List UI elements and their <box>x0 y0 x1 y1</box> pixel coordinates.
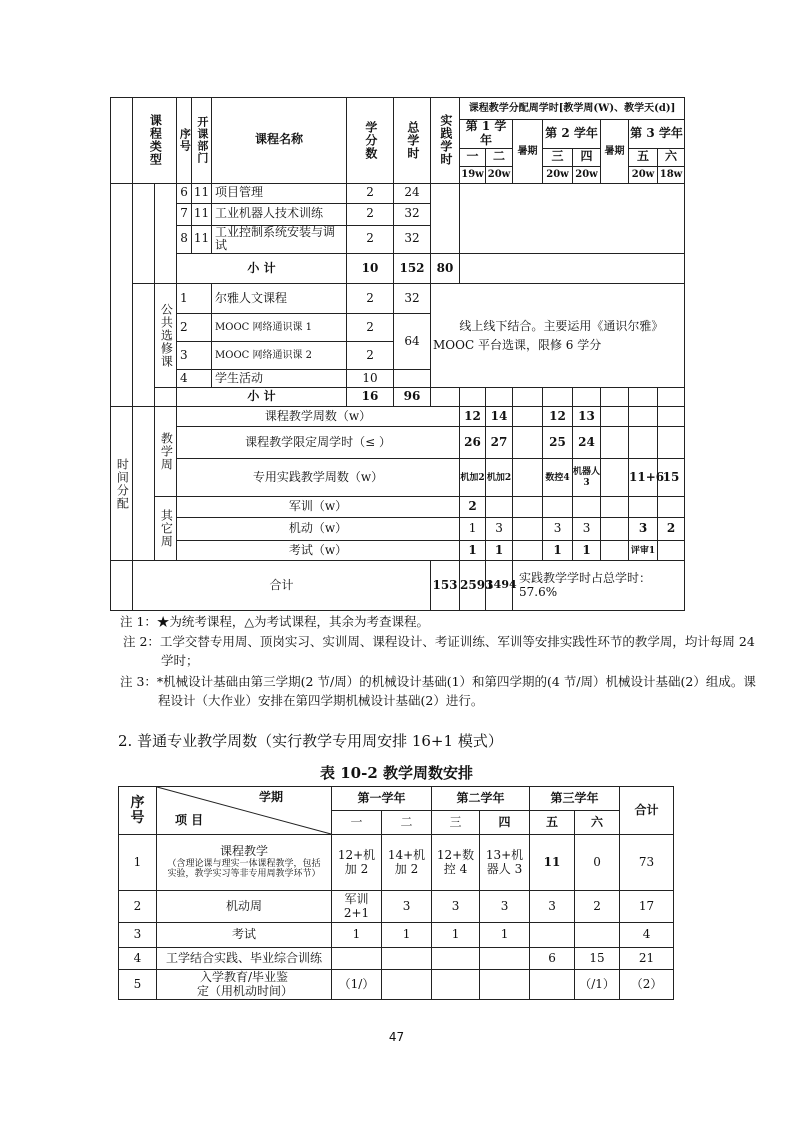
row-dept: 11 <box>192 203 212 225</box>
t2-cell: 3 <box>530 891 575 923</box>
course-plan-table <box>110 97 685 611</box>
cell <box>486 497 513 518</box>
t2-cell <box>480 948 530 970</box>
blank-left-col <box>111 183 133 407</box>
cell <box>513 497 543 518</box>
t2-item: 入学教育/毕业鉴定（用机动时间） <box>157 970 332 1000</box>
cell: 评审1 <box>629 541 658 561</box>
cell: 24 <box>573 427 601 459</box>
t2-total: 4 <box>620 923 674 948</box>
other-weeks-label <box>155 497 177 561</box>
t2-cell: 1 <box>432 923 480 948</box>
t2-seq: 5 <box>119 970 157 1000</box>
cell: 机器人3 <box>573 459 601 497</box>
t2-header-item-term <box>157 787 332 835</box>
t2-term-4: 四 <box>480 811 530 835</box>
t2-cell: 2 <box>575 891 620 923</box>
t2-item-subtitle: （含理论课与理实一体课程教学，包括实验，教学实习等非专用周教学环节） <box>167 859 321 880</box>
subtotal-credits: 10 <box>347 254 394 284</box>
row-label: 课程教学限定周学时（≤ ） <box>177 427 460 459</box>
cell <box>543 497 573 518</box>
cell: 13 <box>573 407 601 427</box>
row-course-name: MOOC 网络通识课 2 <box>212 342 347 370</box>
cell <box>513 407 543 427</box>
cell <box>601 518 629 541</box>
cell <box>658 427 685 459</box>
t2-cell <box>432 970 480 1000</box>
weeks-1: 19w <box>460 166 486 183</box>
blank-type-col <box>133 183 155 284</box>
subtotal-row <box>111 254 685 284</box>
t2-cell <box>382 970 432 1000</box>
cell: 1 <box>486 541 513 561</box>
cell <box>629 427 658 459</box>
t2-cell: 14+机加 2 <box>382 835 432 891</box>
public-elective-text: 公共选修课 <box>159 303 174 369</box>
t2-header-seq <box>119 787 157 835</box>
cell: 1 <box>543 541 573 561</box>
cell: 27 <box>486 427 513 459</box>
cell <box>658 541 685 561</box>
other-weeks-text: 其它周 <box>159 509 174 549</box>
note-3: 注 3：*机械设计基础由第三学期(2 节/周）的机械设计基础(1）和第四学期的(4 节/周）机械设计基础(2）组成。课程设计（大作业）安排在第四学期机械设计基础(2）进行。 <box>120 674 756 709</box>
teaching-week-row <box>111 459 685 497</box>
cell: 1 <box>573 541 601 561</box>
mooc-hours: 64 <box>394 314 431 370</box>
blank <box>513 388 543 407</box>
row-credits: 2 <box>347 314 394 342</box>
t2-header-year3: 第三学年 <box>530 787 620 811</box>
cell: 14 <box>486 407 513 427</box>
cell <box>658 497 685 518</box>
blank <box>431 388 460 407</box>
weeks-2: 20w <box>486 166 513 183</box>
cell: 15 <box>658 459 685 497</box>
total-label: 合计 <box>133 561 431 611</box>
subtotal-hours: 96 <box>394 388 431 407</box>
cell: 3 <box>543 518 573 541</box>
t2-seq: 3 <box>119 923 157 948</box>
header-credits <box>347 98 394 184</box>
t2-cell: （1/） <box>332 970 382 1000</box>
table-row <box>119 923 674 948</box>
row-course-name: 工业机器人技术训练 <box>212 203 347 225</box>
t2-total: （2） <box>620 970 674 1000</box>
elective-note <box>431 284 685 388</box>
blank <box>111 561 133 611</box>
cell <box>513 541 543 561</box>
row-seq: 3 <box>177 342 212 370</box>
table-row <box>119 891 674 923</box>
header-practice-hours <box>431 98 460 184</box>
t2-cell: 3 <box>382 891 432 923</box>
time-alloc-text: 时间分配 <box>115 457 130 510</box>
blank-type-col <box>133 407 155 561</box>
term-2: 二 <box>486 148 513 166</box>
row-credits: 2 <box>347 284 394 314</box>
row-dept: 11 <box>192 183 212 203</box>
t2-term-1: 一 <box>332 811 382 835</box>
row-credits: 2 <box>347 183 394 203</box>
table-row <box>111 183 685 203</box>
weeks-5: 20w <box>629 166 658 183</box>
row-seq: 4 <box>177 370 212 388</box>
cell: 数控4 <box>543 459 573 497</box>
row-credits: 2 <box>347 342 394 370</box>
note-1: 注 1：★为统考课程，△为考试课程，其余为考查课程。 <box>120 614 430 629</box>
other-week-row <box>111 518 685 541</box>
subtotal-label: 小 计 <box>177 254 347 284</box>
row-course-name: 尔雅人文课程 <box>212 284 347 314</box>
cell: 2 <box>460 497 486 518</box>
cell: 3 <box>486 518 513 541</box>
term-3: 三 <box>543 148 573 166</box>
t2-cell <box>530 923 575 948</box>
t2-header-seq-text: 序号 <box>130 794 145 826</box>
t2-cell: 6 <box>530 948 575 970</box>
header-course-type <box>133 98 177 184</box>
header-dept-text: 开课部门 <box>195 116 209 165</box>
t2-cell: 0 <box>575 835 620 891</box>
t2-cell: 3 <box>432 891 480 923</box>
row-hours: 32 <box>394 225 431 254</box>
row-label: 考试（w） <box>177 541 460 561</box>
t2-cell: 军训 2+1 <box>332 891 382 923</box>
subtotal-hours: 152 <box>394 254 431 284</box>
cell <box>513 518 543 541</box>
cell: 3 <box>573 518 601 541</box>
t2-term-5: 五 <box>530 811 575 835</box>
blank-subtype-col <box>155 183 177 284</box>
total-practice: 1494 <box>486 561 513 611</box>
elective-note-text: 线上线下结合。主要运用《通识尔雅》MOOC 平台选课，限修 6 学分 <box>433 318 664 352</box>
row-seq: 8 <box>177 225 192 254</box>
teaching-weeks-label <box>155 407 177 497</box>
subtotal-blank <box>460 254 685 284</box>
cell: 1 <box>460 518 486 541</box>
row-hours: 32 <box>394 284 431 314</box>
public-elective-label <box>155 284 177 388</box>
header-seq-text: 序号 <box>178 128 192 153</box>
header-distribution: 课程教学分配周学时[教学周(W)、教学天(d)] <box>460 98 685 120</box>
row-credits: 2 <box>347 225 394 254</box>
term-5: 五 <box>629 148 658 166</box>
time-alloc-label <box>111 407 133 561</box>
t2-cell: 3 <box>480 891 530 923</box>
total-credits: 153 <box>431 561 460 611</box>
t2-cell: 1 <box>382 923 432 948</box>
cell <box>601 541 629 561</box>
cell: 26 <box>460 427 486 459</box>
t2-cell: 1 <box>480 923 530 948</box>
header-summer1: 暑期 <box>513 120 543 184</box>
t2-seq: 4 <box>119 948 157 970</box>
cell <box>629 407 658 427</box>
t2-seq: 2 <box>119 891 157 923</box>
other-week-row <box>111 497 685 518</box>
row-seq: 1 <box>177 284 212 314</box>
t2-cell <box>332 948 382 970</box>
t2-total: 17 <box>620 891 674 923</box>
t2-cell: 12+机加 2 <box>332 835 382 891</box>
cell: 1 <box>460 541 486 561</box>
row-label: 机动（w） <box>177 518 460 541</box>
cell <box>601 427 629 459</box>
t2-item-title: 课程教学 <box>219 844 268 859</box>
row-course-name: MOOC 网络通识课 1 <box>212 314 347 342</box>
t2-item: 工学结合实践、毕业综合训练 <box>157 948 332 970</box>
header-total-hours-text: 总学时 <box>405 120 420 160</box>
table-row <box>111 284 685 314</box>
row-seq: 6 <box>177 183 192 203</box>
header-dept <box>192 98 212 184</box>
cell <box>513 427 543 459</box>
total-row <box>111 561 685 611</box>
header-course-type-text: 课程类型 <box>148 114 163 167</box>
cell: 机加2 <box>486 459 513 497</box>
page-number: 47 <box>388 1030 405 1044</box>
table-row <box>119 970 674 1000</box>
cell <box>513 459 543 497</box>
header-year3: 第 3 学年 <box>629 120 685 149</box>
t2-header-year1: 第一学年 <box>332 787 432 811</box>
subtotal-row <box>111 388 685 407</box>
t2-term-3: 三 <box>432 811 480 835</box>
table2-caption: 表 10-2 教学周数安排 <box>320 764 473 782</box>
blank <box>155 388 177 407</box>
row-label: 专用实践教学周数（w） <box>177 459 460 497</box>
row-credits: 10 <box>347 370 394 388</box>
blank <box>601 388 629 407</box>
term-1: 一 <box>460 148 486 166</box>
t2-cell: 15 <box>575 948 620 970</box>
row-course-name: 工业控制系统安装与调试 <box>212 225 347 254</box>
term-4: 四 <box>573 148 601 166</box>
t2-cell <box>382 948 432 970</box>
table-row <box>119 835 674 891</box>
distribution-blank <box>460 183 685 254</box>
t2-item: 机动周 <box>157 891 332 923</box>
t2-item <box>157 835 332 891</box>
teaching-weeks-table <box>118 786 674 1000</box>
t2-cell <box>480 970 530 1000</box>
row-dept: 11 <box>192 225 212 254</box>
note-2: 注 2：工学交替专用周、顶岗实习、实训周、课程设计、考证训练、军训等安排实践性环节的教学周，均计每周 24 学时； <box>123 634 755 669</box>
term-6: 六 <box>658 148 685 166</box>
weeks-6: 18w <box>658 166 685 183</box>
t2-cell: 1 <box>332 923 382 948</box>
t2-header-term: 学期 <box>258 790 283 804</box>
cell <box>573 497 601 518</box>
cell: 3 <box>629 518 658 541</box>
cell: 25 <box>543 427 573 459</box>
t2-cell <box>530 970 575 1000</box>
subtotal-credits: 16 <box>347 388 394 407</box>
teaching-weeks-text: 教学周 <box>159 432 174 472</box>
row-credits: 2 <box>347 203 394 225</box>
blank <box>629 388 658 407</box>
t2-header-item: 项 目 <box>175 813 204 828</box>
blank <box>658 388 685 407</box>
header-year2: 第 2 学年 <box>543 120 601 149</box>
section-heading: 2. 普通专业教学周数（实行教学专用周安排 16+1 模式） <box>118 732 503 750</box>
header-practice-hours-text: 实践学时 <box>438 114 453 167</box>
weeks-3: 20w <box>543 166 573 183</box>
row-course-name: 学生活动 <box>212 370 347 388</box>
row-course-name: 项目管理 <box>212 183 347 203</box>
blank-corner <box>111 98 133 184</box>
total-hours: 2593 <box>460 561 486 611</box>
blank <box>486 388 513 407</box>
t2-term-2: 二 <box>382 811 432 835</box>
cell <box>629 497 658 518</box>
t2-item: 考试 <box>157 923 332 948</box>
teaching-week-row <box>111 427 685 459</box>
t2-header-total: 合计 <box>620 787 674 835</box>
cell: 11+6 <box>629 459 658 497</box>
t2-total: 21 <box>620 948 674 970</box>
cell <box>601 497 629 518</box>
other-week-row <box>111 541 685 561</box>
cell <box>658 407 685 427</box>
header-summer2: 暑期 <box>601 120 629 184</box>
blank-hours <box>394 370 431 388</box>
t2-total: 73 <box>620 835 674 891</box>
weeks-4: 20w <box>573 166 601 183</box>
subtotal-practice: 80 <box>431 254 460 284</box>
row-hours: 24 <box>394 183 431 203</box>
row-hours: 32 <box>394 203 431 225</box>
header-credits-text: 学分数 <box>363 120 378 160</box>
cell: 2 <box>658 518 685 541</box>
header-total-hours <box>394 98 431 184</box>
t2-cell: （/1） <box>575 970 620 1000</box>
table-row <box>119 948 674 970</box>
subtotal-label: 小 计 <box>177 388 347 407</box>
row-label: 课程教学周数（w） <box>177 407 460 427</box>
blank-type-col <box>133 284 155 407</box>
header-course-name: 课程名称 <box>212 98 347 184</box>
t2-cell <box>575 923 620 948</box>
cell: 机加2 <box>460 459 486 497</box>
t2-cell <box>432 948 480 970</box>
blank <box>573 388 601 407</box>
header-year1: 第 1 学年 <box>460 120 513 149</box>
t2-cell: 13+机器人 3 <box>480 835 530 891</box>
t2-cell: 11 <box>530 835 575 891</box>
practice-ratio: 实践教学学时占总学时：57.6% <box>513 561 685 611</box>
cell <box>601 459 629 497</box>
blank <box>543 388 573 407</box>
header-seq <box>177 98 192 184</box>
row-seq: 7 <box>177 203 192 225</box>
blank <box>460 388 486 407</box>
row-label: 军训（w） <box>177 497 460 518</box>
cell <box>601 407 629 427</box>
cell: 12 <box>460 407 486 427</box>
t2-seq: 1 <box>119 835 157 891</box>
t2-header-year2: 第二学年 <box>432 787 530 811</box>
t2-term-6: 六 <box>575 811 620 835</box>
row-seq: 2 <box>177 314 212 342</box>
teaching-week-row <box>111 407 685 427</box>
t2-cell: 12+数控 4 <box>432 835 480 891</box>
practice-blank <box>431 183 460 254</box>
cell: 12 <box>543 407 573 427</box>
